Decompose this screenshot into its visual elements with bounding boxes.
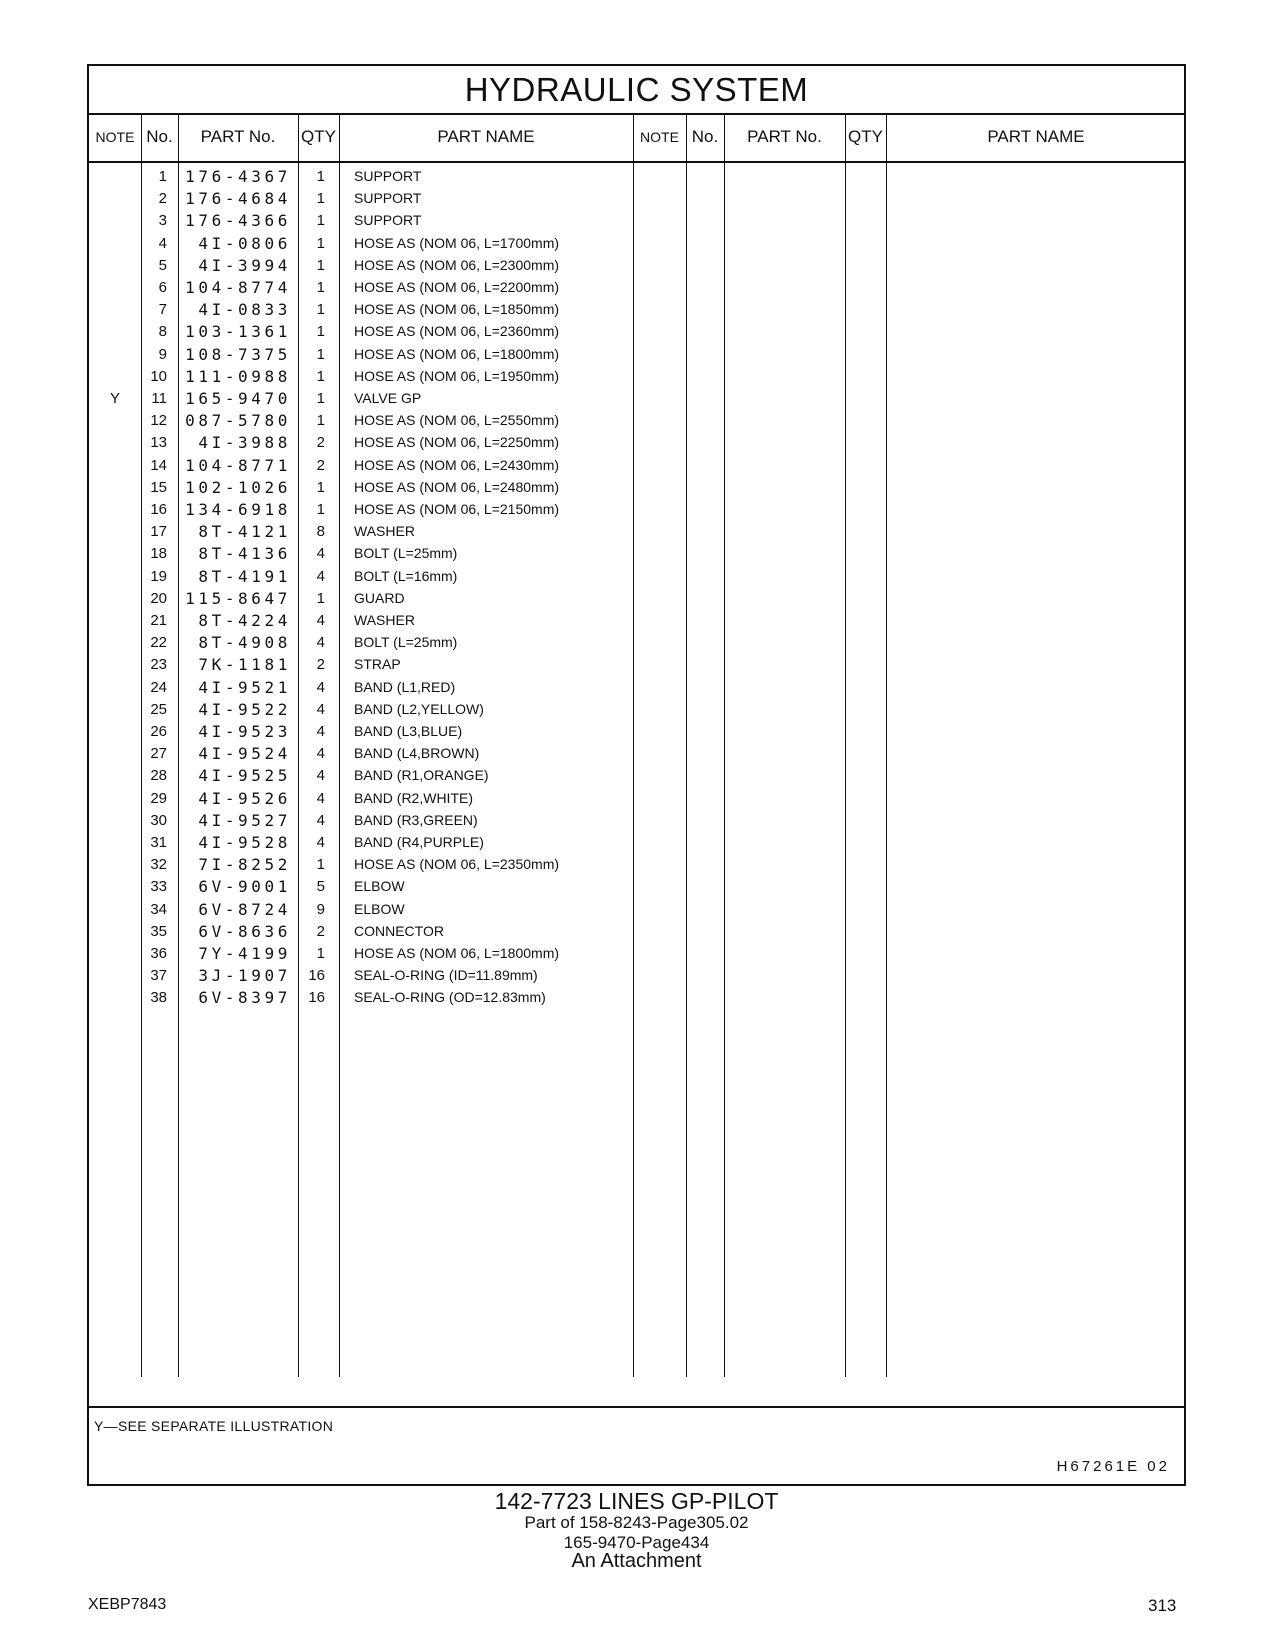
table-row [89,454,689,477]
table-row [89,609,689,632]
caption-part-of: Part of 158-8243-Page305.02 [524,1513,749,1532]
item-number-cell: 25 [150,700,167,718]
part-name-cell: HOSE AS (NOM 06, L=2150mm) [354,501,560,517]
item-number-cell: 18 [150,545,167,563]
part-number-cell: 6V-8636 [198,921,291,941]
table-row [89,542,689,565]
item-number-cell: 23 [150,656,167,674]
quantity-cell: 1 [316,367,325,385]
table-row [89,254,689,277]
part-name-cell: SUPPORT [354,168,422,184]
part-number-cell: 8T-4908 [198,633,291,653]
part-number-cell: 7K-1181 [198,655,291,675]
table-header [89,113,1184,163]
quantity-cell: 4 [316,678,325,696]
part-number-cell: 102-1026 [185,477,291,497]
table-row [89,565,689,588]
quantity-cell: 1 [316,279,325,296]
part-number-cell: 104-8774 [185,278,291,297]
parts-table [87,64,1186,1486]
item-number-cell: 2 [158,190,167,208]
caption-title: 142-7723 LINES GP-PILOT [494,1488,779,1514]
item-number-cell: 29 [150,789,167,807]
part-name-cell: VALVE GP [354,390,422,406]
part-name-cell: HOSE AS (NOM 06, L=2250mm) [354,434,560,451]
quantity-cell: 4 [316,723,325,740]
item-number-cell: 34 [150,900,167,918]
part-name-cell: HOSE AS (NOM 06, L=2550mm) [354,412,560,429]
item-number-cell: 15 [150,478,167,496]
quantity-cell: 1 [316,323,325,341]
item-number-cell: 3 [158,212,167,230]
part-number-cell: 108-7375 [185,344,291,364]
part-number-cell: 8T-4191 [198,566,291,586]
part-number-cell: 4I-0806 [198,233,291,253]
part-name-cell: HOSE AS (NOM 06, L=1800mm) [354,345,560,362]
quantity-cell: 16 [308,989,325,1007]
table-row [89,343,689,366]
item-number-cell: 1 [158,168,167,185]
column-divider [845,113,846,1377]
table-row [89,209,689,232]
quantity-cell: 2 [316,922,325,940]
part-name-cell: HOSE AS (NOM 06, L=2300mm) [354,256,560,273]
part-name-cell: CONNECTOR [354,922,444,939]
item-number-cell: 14 [150,456,167,474]
header-part-no: PART No. [200,127,276,146]
item-number-cell: 13 [150,434,167,452]
table-row [89,653,689,676]
quantity-cell: 1 [316,212,325,230]
table-row [89,809,689,832]
table-row [89,898,689,921]
header-part-no-right: PART No. [747,127,822,146]
item-number-cell: 22 [150,634,167,652]
header-no: No. [146,127,173,146]
part-name-cell: SUPPORT [354,190,422,207]
header-part-name-right: PART NAME [987,127,1085,146]
table-row [89,520,689,543]
quantity-cell: 1 [316,301,325,319]
part-name-cell: BOLT (L=16mm) [354,567,458,584]
part-number-cell: 087-5780 [185,411,291,431]
table-row [89,942,689,965]
table-row [89,787,689,810]
part-number-cell: 103-1361 [185,322,291,342]
part-name-cell: HOSE AS (NOM 06, L=2360mm) [354,323,560,340]
quantity-cell: 5 [316,878,325,896]
caption-attachment: An Attachment [571,1550,702,1572]
part-name-cell: ELBOW [354,878,405,895]
item-number-cell: 26 [150,723,167,740]
table-row [89,365,689,388]
table-row [89,853,689,876]
item-number-cell: 37 [150,967,167,985]
item-number-cell: 38 [150,989,167,1007]
item-number-cell: 27 [150,745,167,763]
column-divider [724,113,725,1377]
quantity-cell: 4 [316,567,325,585]
item-number-cell: 7 [158,301,167,319]
quantity-cell: 4 [316,811,325,829]
table-row [89,920,689,943]
table-row [89,320,689,343]
quantity-cell: 1 [316,168,325,185]
part-number-cell: 4I-9523 [198,722,291,741]
item-number-cell: 28 [150,767,167,785]
part-name-cell: WASHER [354,523,415,540]
part-name-cell: WASHER [354,612,415,628]
header-part-name: PART NAME [437,127,535,146]
table-row [89,476,689,499]
table-row [89,587,689,610]
part-name-cell: BOLT (L=25mm) [354,545,458,562]
part-number-cell: 176-4684 [185,189,291,209]
part-number-cell: 176-4366 [185,211,291,231]
part-name-cell: HOSE AS (NOM 06, L=1850mm) [354,301,560,318]
table-row [89,431,689,454]
item-number-cell: 24 [150,678,167,696]
item-number-cell: 32 [150,856,167,874]
header-qty: QTY [301,127,336,146]
quantity-cell: 4 [316,634,325,652]
table-row [89,986,689,1009]
quantity-cell: 1 [316,190,325,208]
table-row [89,298,689,321]
table-row [89,165,689,188]
table-row [89,409,689,432]
part-name-cell: BAND (L2,YELLOW) [354,700,484,717]
part-name-cell: BAND (R4,PURPLE) [354,834,484,850]
item-number-cell: 30 [150,811,167,829]
item-number-cell: 6 [158,279,167,296]
caption-page-ref: 165-9470-Page434 [563,1533,710,1552]
part-number-cell: 8T-4121 [198,522,291,542]
table-row [89,720,689,743]
quantity-cell: 9 [316,900,325,918]
part-number-cell: 8T-4224 [198,611,291,630]
part-number-cell: 111-0988 [185,366,291,386]
part-name-cell: BAND (L1,RED) [354,678,456,695]
part-number-cell: 4I-9528 [198,833,291,852]
part-number-cell: 7Y-4199 [198,944,291,963]
note-cell: Y [109,390,120,407]
part-number-cell: 4I-9527 [198,810,291,830]
quantity-cell: 1 [316,589,325,607]
part-name-cell: BAND (R1,ORANGE) [354,767,489,784]
table-row [89,875,689,898]
table-row [89,764,689,787]
document-id: XEBP7843 [88,1596,167,1613]
item-number-cell: 5 [158,256,167,274]
part-number-cell: 6V-9001 [198,877,291,897]
item-number-cell: 9 [158,345,167,363]
part-number-cell: 4I-3988 [198,433,291,453]
part-name-cell: SEAL-O-RING (OD=12.83mm) [354,989,546,1006]
footnote: Y—SEE SEPARATE ILLUSTRATION [94,1418,334,1434]
table-row [89,631,689,654]
part-number-cell: 104-8771 [185,455,291,475]
quantity-cell: 4 [316,834,325,851]
part-number-cell: 4I-9522 [198,699,291,719]
part-name-cell: BAND (L3,BLUE) [354,723,463,739]
item-number-cell: 31 [150,834,167,851]
table-row [89,187,689,210]
part-name-cell: BOLT (L=25mm) [354,634,458,651]
table-row [89,498,689,521]
part-number-cell: 4I-9524 [198,744,291,764]
item-number-cell: 19 [150,567,167,585]
quantity-cell: 1 [316,856,325,874]
part-name-cell: HOSE AS (NOM 06, L=2480mm) [354,478,560,495]
part-number-cell: 165-9470 [185,389,291,408]
quantity-cell: 4 [316,789,325,807]
item-number-cell: 21 [150,612,167,629]
quantity-cell: 4 [316,612,325,629]
part-name-cell: HOSE AS (NOM 06, L=1800mm) [354,945,560,961]
part-name-cell: HOSE AS (NOM 06, L=1700mm) [354,234,560,251]
part-name-cell: STRAP [354,656,401,673]
part-name-cell: HOSE AS (NOM 06, L=2200mm) [354,279,560,295]
part-name-cell: BAND (L4,BROWN) [354,745,480,762]
header-note: NOTE [95,129,135,145]
quantity-cell: 4 [316,545,325,563]
item-number-cell: 12 [150,412,167,430]
quantity-cell: 1 [316,501,325,518]
quantity-cell: 4 [316,767,325,785]
table-row [89,387,689,410]
part-name-cell: SEAL-O-RING (ID=11.89mm) [354,967,538,984]
quantity-cell: 2 [316,434,325,452]
quantity-cell: 4 [316,700,325,718]
part-number-cell: 176-4367 [185,167,291,186]
reference-code: H67261E 02 [1056,1458,1170,1475]
part-number-cell: 4I-3994 [198,255,291,275]
part-number-cell: 4I-9525 [198,766,291,786]
part-number-cell: 6V-8397 [198,988,291,1008]
part-name-cell: ELBOW [354,900,405,917]
quantity-cell: 1 [316,945,325,962]
table-row [89,964,689,987]
part-name-cell: HOSE AS (NOM 06, L=2430mm) [354,456,560,473]
header-qty-right: QTY [848,127,883,146]
part-name-cell: BAND (R2,WHITE) [354,789,473,806]
table-row [89,831,689,854]
quantity-cell: 4 [316,745,325,763]
part-number-cell: 134-6918 [185,500,291,519]
quantity-cell: 1 [316,234,325,252]
quantity-cell: 2 [316,456,325,474]
part-number-cell: 4I-0833 [198,300,291,320]
item-number-cell: 17 [150,523,167,541]
part-name-cell: SUPPORT [354,212,422,229]
quantity-cell: 1 [316,412,325,430]
item-number-cell: 33 [150,878,167,896]
part-name-cell: GUARD [354,589,405,606]
item-number-cell: 35 [150,922,167,940]
quantity-cell: 2 [316,656,325,674]
item-number-cell: 20 [150,589,167,607]
part-number-cell: 7I-8252 [198,855,291,875]
part-number-cell: 4I-9526 [198,788,291,808]
quantity-cell: 16 [308,967,325,985]
table-row [89,232,689,255]
header-note-right: NOTE [640,129,679,145]
table-row [89,676,689,699]
item-number-cell: 8 [158,323,167,341]
part-number-cell: 8T-4136 [198,544,291,564]
item-number-cell: 16 [150,501,167,518]
table-row [89,698,689,721]
quantity-cell: 1 [316,256,325,274]
part-number-cell: 115-8647 [185,588,291,608]
part-name-cell: BAND (R3,GREEN) [354,811,478,828]
quantity-cell: 1 [316,345,325,363]
part-name-cell: HOSE AS (NOM 06, L=1950mm) [354,367,560,384]
item-number-cell: 10 [150,367,167,385]
table-row [89,276,689,299]
part-number-cell: 4I-9521 [198,677,291,697]
column-divider [886,113,887,1377]
item-number-cell: 4 [158,234,167,252]
section-title: HYDRAULIC SYSTEM [89,66,1184,115]
quantity-cell: 8 [316,523,325,541]
part-name-cell: HOSE AS (NOM 06, L=2350mm) [354,856,560,873]
part-number-cell: 3J-1907 [198,966,291,986]
quantity-cell: 1 [316,478,325,496]
table-body-bottom-rule [89,1406,1184,1408]
quantity-cell: 1 [316,390,325,407]
page-number: 313 [1148,1596,1177,1615]
table-row [89,742,689,765]
header-no-right: No. [691,127,719,146]
part-number-cell: 6V-8724 [198,899,291,919]
item-number-cell: 36 [150,945,167,962]
item-number-cell: 11 [151,390,167,407]
